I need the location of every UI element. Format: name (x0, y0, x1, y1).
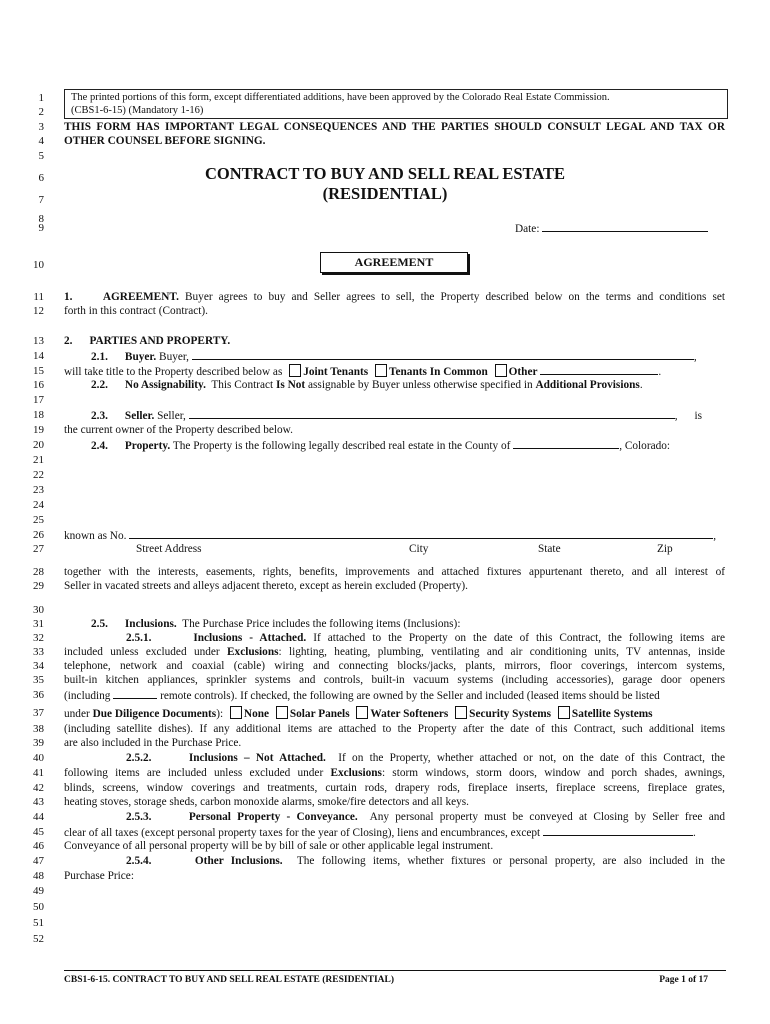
line-number: 23 (33, 484, 44, 496)
line-number: 35 (33, 674, 44, 686)
line-number: 12 (33, 305, 44, 317)
sec251-line2: included unless excluded under Exclusions: lighting, heating, plumbing, ventilating and air conditioning units, TV antennas, inside (64, 646, 725, 658)
line-number: 40 (33, 752, 44, 764)
sec252-line4: heating stoves, storage sheds, carbon monoxide alarms, smoke/fire detectors and all keys. (64, 796, 470, 808)
sec21-line2: will take title to the Property described below as Joint Tenants Tenants In Common Other . (64, 366, 662, 378)
none-checkbox[interactable] (230, 706, 242, 719)
agreement-heading-box: AGREEMENT (320, 252, 468, 273)
line-number: 15 (33, 365, 44, 377)
sec23-line2: the current owner of the Property described below. (64, 424, 293, 436)
city-label: City (409, 543, 429, 555)
county-field[interactable] (513, 438, 619, 449)
sec254-line1: 2.5.4. Other Inclusions. The following items, whether fixtures or personal property, are also included in the (126, 855, 725, 867)
line-number: 50 (33, 901, 44, 913)
sec2-heading: 2. PARTIES AND PROPERTY. (64, 335, 231, 347)
line-number: 29 (33, 580, 44, 592)
line-number: 27 (33, 543, 44, 555)
line-number: 34 (33, 660, 44, 672)
approval-notice-line2: (CBS1-6-15) (Mandatory 1-16) (71, 105, 204, 116)
footer-form-id: CBS1-6-15. CONTRACT TO BUY AND SELL REAL ESTATE (RESIDENTIAL) (64, 975, 395, 985)
sec251-line6: under Due Diligence Documents): None Solar Panels Water Softeners Security Systems Satellite Systems (64, 708, 653, 720)
line-number: 31 (33, 618, 44, 630)
line-number: 18 (33, 409, 44, 421)
line-number: 21 (33, 454, 44, 466)
line-number: 4 (38, 135, 44, 147)
other-tenancy-checkbox[interactable] (495, 364, 507, 377)
sec25-heading: 2.5. Inclusions. The Purchase Price includes the following items (Inclusions): (91, 618, 461, 630)
address-field[interactable] (129, 528, 713, 539)
sec253-line3: Conveyance of all personal property will be by bill of sale or other applicable legal instrument. (64, 840, 494, 852)
line-number: 11 (33, 291, 44, 303)
line-number: 5 (38, 150, 44, 162)
line-number: 13 (33, 335, 44, 347)
sec252-line3: blinds, screens, window coverings and treatments, curtain rods, drapery rods, fireplace inserts, fireplace screens, fireplace grates, (64, 782, 725, 794)
sec251-line5: (including remote controls). If checked, the following are owned by the Seller and included (leased items should be listed (64, 690, 660, 702)
line-number: 25 (33, 514, 44, 526)
sec22-line: 2.2. No Assignability. This Contract Is Not assignable by Buyer unless otherwise specified in Additional Provisions. (91, 379, 643, 391)
other-tenancy-field[interactable] (540, 364, 658, 375)
date-label: Date: (515, 223, 540, 235)
date-field[interactable] (542, 221, 708, 232)
line-number: 47 (33, 855, 44, 867)
line-number: 46 (33, 840, 44, 852)
sec23-line1: 2.3. Seller. Seller, , is (91, 410, 703, 422)
line-number: 3 (38, 121, 44, 133)
approval-notice-line1: The printed portions of this form, except differentiated additions, have been approved by the Colorado Real Estate Commission. (71, 92, 610, 103)
sec253-line1: 2.5.3. Personal Property - Conveyance. Any personal property must be conveyed at Closing by Seller free and (126, 811, 725, 823)
line-number: 36 (33, 689, 44, 701)
line-number: 1 (38, 92, 44, 104)
line-number: 17 (33, 394, 44, 406)
line-number: 6 (38, 172, 44, 184)
state-label: State (538, 543, 561, 555)
legal-warning-line2: OTHER COUNSEL BEFORE SIGNING. (64, 135, 266, 147)
line-number: 7 (38, 194, 44, 206)
date-row (515, 221, 725, 236)
line-number: 42 (33, 782, 44, 794)
sec1-line2: forth in this contract (Contract). (64, 305, 208, 317)
sec21-line1: 2.1. Buyer. Buyer, , (91, 351, 697, 363)
line-number: 51 (33, 917, 44, 929)
sec251-line4: built-in kitchen appliances, sprinkler systems and controls, built-in vacuum systems (including accessories), garage door openers (64, 674, 725, 686)
line-number: 33 (33, 646, 44, 658)
line-number: 10 (33, 259, 44, 271)
line-number: 32 (33, 632, 44, 644)
buyer-name-field[interactable] (192, 349, 694, 360)
water-softeners-checkbox[interactable] (356, 706, 368, 719)
seller-name-field[interactable] (189, 408, 675, 419)
sec251-line3: telephone, network and coaxial (cable) wiring and connecting blocks/jacks, plants, mirrors, floor coverings, intercom systems, (64, 660, 725, 672)
satellite-systems-checkbox[interactable] (558, 706, 570, 719)
sec24-line: 2.4. Property. The Property is the following legally described real estate in the County of , Colorado: (91, 440, 671, 452)
approval-notice-box (64, 89, 728, 119)
sec254-line2: Purchase Price: (64, 870, 134, 882)
line-number: 37 (33, 707, 44, 719)
footer-rule (64, 970, 726, 971)
encumbrances-exception-field[interactable] (543, 825, 693, 836)
line-number: 8 (38, 213, 44, 225)
footer-page-number: Page 1 of 17 (659, 975, 708, 985)
line-number: 30 (33, 604, 44, 616)
line-number: 14 (33, 350, 44, 362)
line-number: 26 (33, 529, 44, 541)
remote-controls-field[interactable] (113, 688, 157, 699)
line-number: 45 (33, 826, 44, 838)
line-number: 39 (33, 737, 44, 749)
sec252-line2: following items are included unless excluded under Exclusions: storm windows, storm doors, window and porch shades, awnings, (64, 767, 726, 779)
line-number: 20 (33, 439, 44, 451)
line-number: 52 (33, 933, 44, 945)
sec251-line7: (including satellite dishes). If any additional items are attached to the Property after the date of this Contract, such additional items (64, 723, 725, 735)
sec253-line2: clear of all taxes (except personal property taxes for the year of Closing), liens and encumbrances, except . (64, 827, 696, 839)
solar-panels-checkbox[interactable] (276, 706, 288, 719)
sec251-line1: 2.5.1. Inclusions - Attached. If attached to the Property on the date of this Contract, the following items are (126, 632, 726, 644)
line28: together with the interests, easements, rights, benefits, improvements and attached fixtures appurtenant thereto, and all interest of (64, 566, 725, 578)
joint-tenants-checkbox[interactable] (289, 364, 301, 377)
line-number: 43 (33, 796, 44, 808)
line-number: 22 (33, 469, 44, 481)
line-number: 28 (33, 566, 44, 578)
line-number: 44 (33, 811, 44, 823)
line-number: 2 (38, 106, 44, 118)
legal-warning-line1: THIS FORM HAS IMPORTANT LEGAL CONSEQUENCES AND THE PARTIES SHOULD CONSULT LEGAL AND TAX OR (64, 121, 725, 133)
document-title: CONTRACT TO BUY AND SELL REAL ESTATE (204, 164, 566, 183)
street-address-label: Street Address (136, 543, 202, 555)
known-as-line: known as No. , (64, 530, 717, 542)
sec251-line8: are also included in the Purchase Price. (64, 737, 242, 749)
document-subtitle: (RESIDENTIAL) (322, 184, 448, 203)
line-number: 19 (33, 424, 44, 436)
line-number: 41 (33, 767, 44, 779)
line-number: 16 (33, 379, 44, 391)
line29: Seller in vacated streets and alleys adjacent thereto, except as herein excluded (Property). (64, 580, 469, 592)
line-number: 38 (33, 723, 44, 735)
line-number: 48 (33, 870, 44, 882)
line-number: 9 (38, 222, 44, 234)
security-systems-checkbox[interactable] (455, 706, 467, 719)
sec1-line1: 1. AGREEMENT. Buyer agrees to buy and Seller agrees to sell, the Property described below on the terms and conditions set (64, 291, 725, 303)
zip-label: Zip (657, 543, 673, 555)
tenants-in-common-checkbox[interactable] (375, 364, 387, 377)
sec252-line1: 2.5.2. Inclusions – Not Attached. If on the Property, whether attached or not, on the date of this Contract, the (126, 752, 725, 764)
line-number: 24 (33, 499, 44, 511)
line-number: 49 (33, 885, 44, 897)
